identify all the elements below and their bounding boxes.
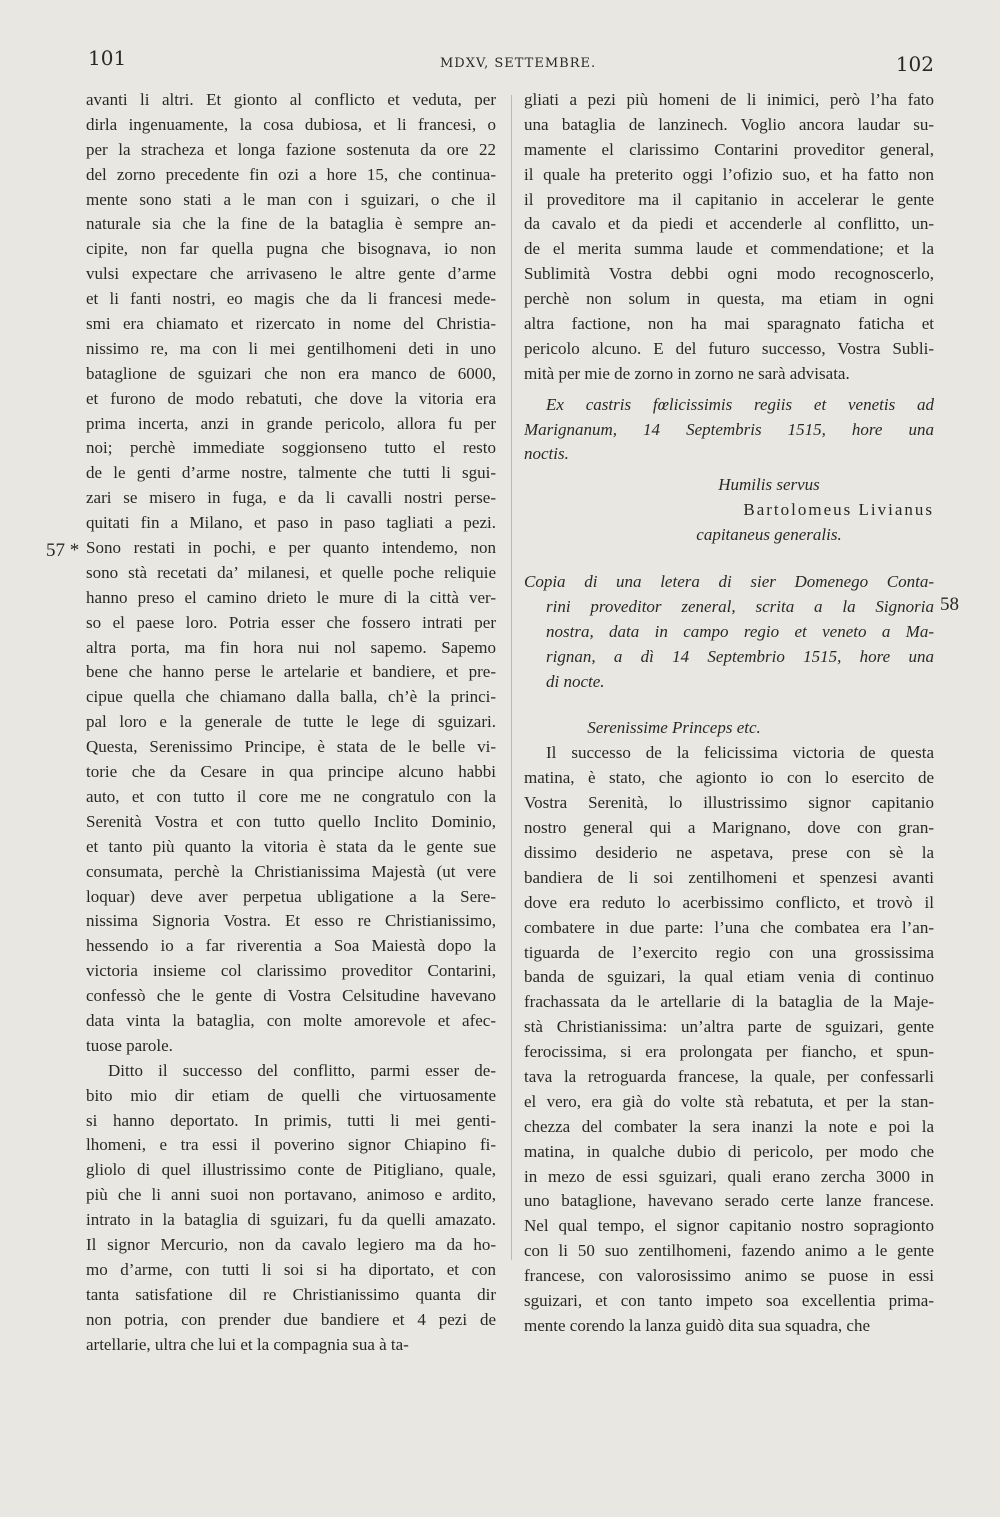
- text-line: tava la retroguarda francese, la quale, per confessarli: [524, 1066, 934, 1086]
- text-line: mità per mie de zorno in zorno ne sarà advisata.: [524, 363, 850, 383]
- text-line: banda de sguizari, la qual etiam venia di continuo: [524, 967, 934, 987]
- text-line: et li fanti nostri, eo magis che da li francesi mede-: [86, 289, 496, 309]
- heading-line: rignan, a dì 14 Septembrio 1515, hore una: [546, 646, 934, 666]
- text-line: si hanno deportato. In primis, tutti li mei genti-: [86, 1110, 496, 1130]
- dateline-line: Marignanum, 14 Septembris 1515, hore una: [524, 419, 934, 439]
- text-line: il proveditore ma il capitanio in accelerar le gente: [524, 189, 934, 209]
- text-line: de le genti d’arme nostre, talmente che tutti li sgui-: [86, 463, 496, 483]
- text-line: nissima Signoria Vostra. Et esso re Christianissimo,: [86, 911, 496, 931]
- text-line: Ditto il successo del conflitto, parmi esser de-: [108, 1060, 496, 1080]
- text-line: vulsi expectare che arrivaseno le altre gente d’arme: [86, 264, 496, 284]
- text-line: Sono restati in pochi, e per quanto intendemo, non: [86, 538, 496, 558]
- column-divider: [511, 95, 512, 1260]
- text-line: hessendo io a far riverentia a Soa Maiestà dopo la: [86, 936, 496, 956]
- signature-name: Bartolomeus Livianus: [743, 500, 934, 520]
- margin-number-right: 58: [940, 594, 959, 615]
- signature-closing: Humilis servus: [718, 475, 820, 495]
- text-line: nostro general qui a Marignano, dove con gran-: [524, 818, 934, 838]
- right-text-column: [524, 88, 934, 1339]
- text-line: loquar) deve aver perpetua ubligatione a la Sere-: [86, 886, 496, 906]
- text-line: nissimo re, ma con li mei gentilhomeni deti in uno: [86, 338, 496, 358]
- text-line: intrato in la bataglia di sguizari, fu da quelli amazato.: [86, 1210, 496, 1230]
- text-line: el vero, era già do volte stà rebatuta, et per la stan-: [524, 1091, 934, 1111]
- running-head: [0, 46, 1000, 76]
- text-line: cipue quella che chiamano dalla balla, ch’è la princi-: [86, 687, 496, 707]
- text-line: il quale ha preterito oggi l’ofizio suo, et ha fatto non: [524, 164, 934, 184]
- text-line: artellarie, ultra che lui et la compagnia sua à ta-: [86, 1334, 409, 1354]
- text-line: auto, et con tutto il core me ne congratulo con la: [86, 786, 496, 806]
- text-line: altra factione, non ha mai sparagnato faticha et: [524, 314, 934, 334]
- text-line: Sublimità Vostra debbi ogni modo recognoscerlo,: [524, 264, 934, 284]
- signature-block: [524, 473, 934, 548]
- letter-heading: [524, 570, 934, 694]
- text-line: tuose parole.: [86, 1035, 173, 1055]
- text-line: gliolo di quel illustrissimo conte de Pitigliano, quale,: [86, 1160, 496, 1180]
- text-line: da cavalo et da piedi et accenderle al conflitto, un-: [524, 214, 934, 234]
- margin-number-left: 57 *: [46, 540, 80, 561]
- text-line: mo d’arme, con tutti li soi si ha diportato, et con: [86, 1259, 496, 1279]
- letter-dateline: [524, 393, 934, 468]
- left-text-column: [86, 88, 496, 1357]
- text-line: perchè non solum in questa, ma etiam in ogni: [524, 289, 934, 309]
- text-line: et tanto più quanto la vitoria è stata da le gente sue: [86, 836, 496, 856]
- text-line: combatere in due parte: l’una che combatea era l’an-: [524, 917, 934, 937]
- text-line: et furono de modo rebatuti, che dove la vitoria era: [86, 388, 496, 408]
- text-line: bandiera de li soi zentilhomeni et spenzesi avanti: [524, 867, 934, 887]
- text-line: consumata, perchè la Christianissima Majestà (ut vere: [86, 861, 496, 881]
- text-line: prima incerta, anzi in grande pericolo, allora fu per: [86, 413, 496, 433]
- text-line: zari se misero in fuga, e da li cavalli nostri perse-: [86, 488, 496, 508]
- text-line: cipite, non far quella pugna che bisognava, io non: [86, 239, 496, 259]
- dateline-line: Ex castris fœlicissimis regiis et venetis ad: [546, 394, 934, 414]
- text-line: non potria, con prender due bandiere et 4 pezi de: [86, 1309, 496, 1329]
- text-line: gliati a pezi più homeni de li inimici, però l’ha fato: [524, 90, 934, 109]
- text-line: lhomeni, e tra essi il poverino signor Chiapino fi-: [86, 1135, 496, 1155]
- text-line: quitati fin a Milano, et paso in paso tagliati a pezi.: [86, 513, 496, 533]
- text-line: avanti li altri. Et gionto al conflicto et veduta, per: [86, 90, 496, 109]
- text-line: Il signor Mercurio, non da cavalo legiero ma da ho-: [86, 1234, 496, 1254]
- letter-two-body: [524, 741, 934, 1338]
- text-line: matina, in qualche dubio di pericolo, per modo che: [524, 1141, 934, 1161]
- text-line: in mezo de essi sguizari, quali erano zercha 3000 in: [524, 1166, 934, 1186]
- text-line: bito mio dir etiam de quelli che virtuosamente: [86, 1085, 496, 1105]
- text-line: altra porta, ma fin hora nui nol sapemo. Sapemo: [86, 637, 496, 657]
- text-line: francese, con valorosissimo animo se puose in essi: [524, 1266, 934, 1286]
- text-line: Il successo de la felicissima victoria de questa: [546, 743, 934, 763]
- text-line: matina, è stato, che agionto io con lo esercito de: [524, 768, 934, 788]
- text-line: victoria insieme col clarissimo proveditor Contarini,: [86, 961, 496, 981]
- text-line: bataglione de sguizari che non era manco de 6000,: [86, 363, 496, 383]
- text-line: una bataglia de lanzinech. Voglio ancora laudar su-: [524, 114, 934, 134]
- text-line: so el paese loro. Potria esser che fossero intrati per: [86, 612, 496, 632]
- text-line: più che li anni suoi non portavano, animoso e ardito,: [86, 1185, 496, 1205]
- signature-title: capitaneus generalis.: [696, 525, 842, 545]
- text-line: uno bataglione, havevano serado certe lanze francese.: [524, 1191, 934, 1211]
- dateline-line: noctis.: [524, 444, 569, 464]
- text-line: tanta satisfatione dil re Christianissimo quanta dir: [86, 1284, 496, 1304]
- text-line: Vostra Serenità, lo illustrissimo signor capitanio: [524, 793, 934, 813]
- text-line: stà Christianissima: un’altra parte de sguizari, gente: [524, 1017, 934, 1037]
- text-line: mamente el clarissimo Contarini proveditor general,: [524, 139, 934, 159]
- text-line: Questa, Serenissimo Principe, è stata de le belle vi-: [86, 737, 496, 757]
- heading-line: Copia di una letera di sier Domenego Conta-: [524, 572, 934, 592]
- text-line: hanno preso el camino drieto le mure di la città ver-: [86, 587, 496, 607]
- heading-line: nostra, data in campo regio et veneto a Ma-: [546, 621, 934, 641]
- letter-one-closing-text: [524, 88, 934, 387]
- text-line: tiguarda de l’exercito regio con una grossissima: [524, 942, 934, 962]
- text-line: sono stà recetati da’ milanesi, et quelle poche reliquie: [86, 562, 496, 582]
- text-line: dissimo desiderio ne aspetava, prese con sè la: [524, 842, 934, 862]
- text-line: frachassata da le artellarie di la bataglia de la Maje-: [524, 992, 934, 1012]
- text-line: dove era reduto lo acerbissimo conflicto, et trovò il: [524, 892, 934, 912]
- heading-line: rini proveditor zeneral, scrita a la Signoria: [546, 596, 934, 616]
- text-line: torie che da Cesare in qua principe alcuno habbi: [86, 762, 496, 782]
- text-line: chezza del combater la sera inanzi la note e poi la: [524, 1116, 934, 1136]
- right-page-number: 102: [895, 52, 934, 76]
- text-line: mente sono stati a le man con i sguizari, o che il: [86, 189, 496, 209]
- text-line: confessò che le gente di Vostra Celsitudine havevano: [86, 986, 496, 1006]
- text-line: de el merita summa laude et commendatione; et la: [524, 239, 934, 259]
- text-line: noi; perchè immediate soggionseno tutto el resto: [86, 438, 496, 458]
- text-line: data vinta la bataglia, con molte amorevole et afec-: [86, 1010, 496, 1030]
- text-line: Nel qual tempo, el signor capitanio nostro sopragionto: [524, 1216, 934, 1236]
- heading-line: di nocte.: [546, 671, 605, 691]
- running-title: MDXV, SETTEMBRE.: [440, 56, 597, 71]
- text-line: bene che hanno perse le artelarie et bandiere, et pre-: [86, 662, 496, 682]
- text-line: dirla ingenuamente, la cosa dubiosa, et li francesi, o: [86, 114, 496, 134]
- salutation: Serenissime Princeps etc.: [587, 718, 761, 738]
- left-page-number: 101: [88, 46, 127, 70]
- text-line: con li 50 suo zentilhomeni, fazendo animo a le gente: [524, 1241, 934, 1261]
- text-line: mente corendo la lanza guidò dita sua squadra, che: [524, 1315, 871, 1335]
- text-line: del zorno precedente fin ozi a hore 15, che continua-: [86, 164, 496, 184]
- text-line: sguizari, et con tanto impeto soa excellentia prima-: [524, 1290, 934, 1310]
- text-line: pericolo alcuno. E del futuro successo, Vostra Subli-: [524, 338, 934, 358]
- text-line: smi era chiamato et rizercato in nome del Christia-: [86, 314, 496, 334]
- text-line: naturale sia che la fine de la bataglia è sempre an-: [86, 214, 496, 234]
- text-line: pal loro e la generale de tutte le lege di sguizari.: [86, 712, 496, 732]
- text-line: per la stracheza et longa fazione sostenuta da ore 22: [86, 139, 496, 159]
- text-line: Serenità Vostra et con tutto quello Inclito Dominio,: [86, 811, 496, 831]
- text-line: ferocissima, si era prolongata per fiancho, et spun-: [524, 1042, 934, 1062]
